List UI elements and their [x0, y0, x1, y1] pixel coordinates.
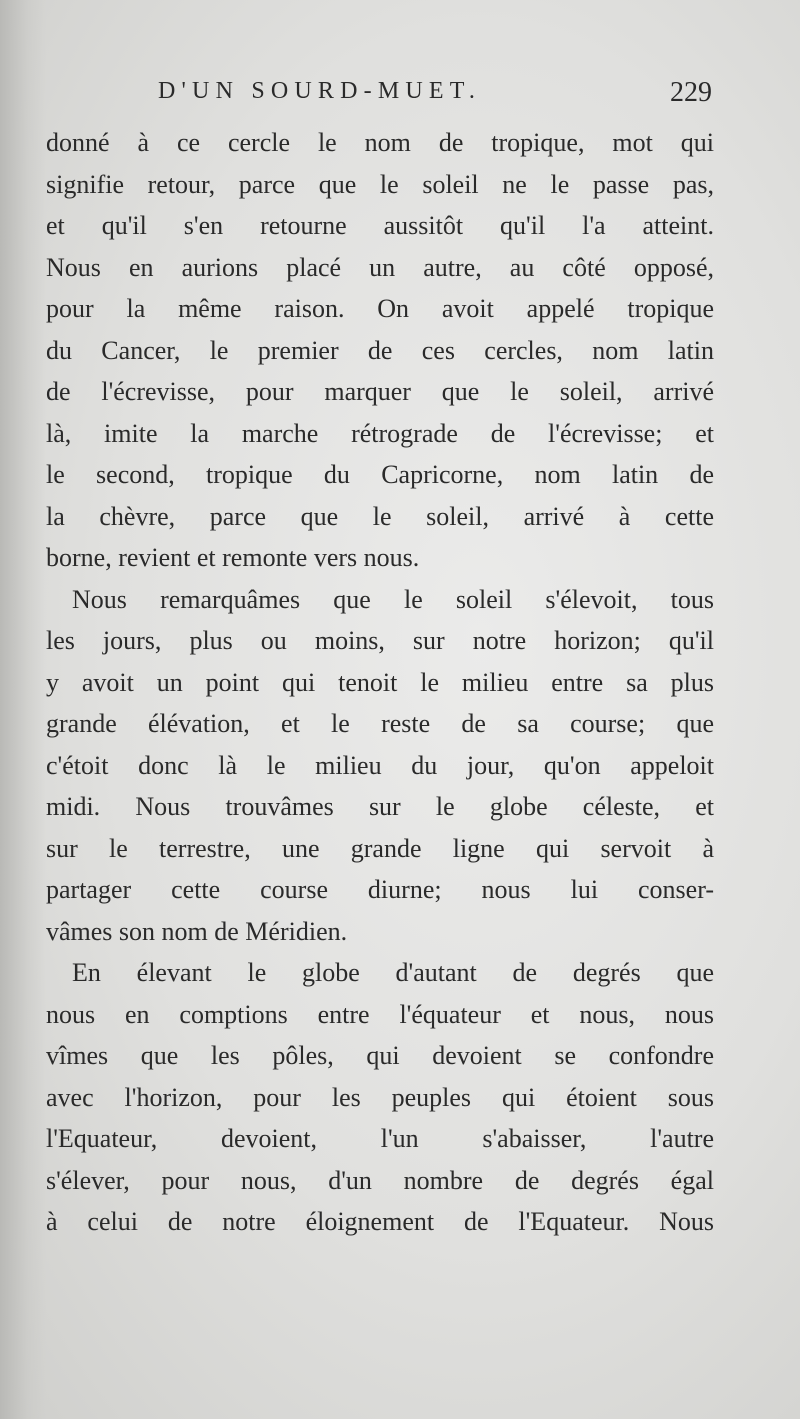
text-line: grande élévation, et le reste de sa course; que: [46, 709, 714, 738]
text-line: partager cette course diurne; nous lui conser-: [46, 875, 714, 904]
text-line: pour la même raison. On avoit appelé tropique: [46, 294, 714, 323]
text-line: l'Equateur, devoient, l'un s'abaisser, l'autre: [46, 1124, 714, 1153]
text-line: le second, tropique du Capricorne, nom latin de: [46, 460, 714, 489]
page-header: [158, 78, 718, 118]
running-title: D'UN SOURD-MUET.: [158, 78, 482, 104]
text-line: borne, revient et remonte vers nous.: [46, 543, 420, 572]
text-line: avec l'horizon, pour les peuples qui étoient sous: [46, 1082, 714, 1112]
text-line: les jours, plus ou moins, sur notre horizon; qu'il: [46, 626, 714, 655]
text-line: vîmes que les pôles, qui devoient se confondre: [46, 1041, 714, 1070]
text-line: s'élever, pour nous, d'un nombre de degrés égal: [46, 1165, 714, 1195]
text-line: là, imite la marche rétrograde de l'écrevisse; et: [46, 418, 714, 448]
text-line: nous en comptions entre l'équateur et nous, nous: [46, 999, 714, 1029]
text-line: y avoit un point qui tenoit le milieu entre sa plus: [46, 667, 714, 697]
text-line: Nous en aurions placé un autre, au côté opposé,: [46, 252, 714, 282]
page-number: 229: [670, 77, 712, 108]
text-line: midi. Nous trouvâmes sur le globe céleste, et: [46, 792, 714, 821]
text-line: vâmes son nom de Méridien.: [46, 916, 348, 946]
text-line: donné à ce cercle le nom de tropique, mot qui: [46, 128, 714, 157]
text-line: c'étoit donc là le milieu du jour, qu'on appeloit: [46, 750, 714, 780]
text-line: la chèvre, parce que le soleil, arrivé à cette: [46, 501, 714, 531]
text-line: et qu'il s'en retourne aussitôt qu'il l'a atteint.: [46, 211, 714, 240]
text-line: sur le terrestre, une grande ligne qui servoit à: [46, 833, 714, 863]
text-line: signifie retour, parce que le soleil ne le passe pas,: [46, 169, 714, 199]
page-gutter-shadow: [0, 0, 46, 1419]
text-line: Nous remarquâmes que le soleil s'élevoit, tous: [72, 584, 714, 614]
text-line: du Cancer, le premier de ces cercles, nom latin: [46, 335, 714, 365]
text-line: de l'écrevisse, pour marquer que le soleil, arrivé: [46, 377, 714, 406]
body-text: [46, 122, 714, 1243]
text-line: En élevant le globe d'autant de degrés que: [72, 958, 714, 987]
text-line: à celui de notre éloignement de l'Equateur. Nous: [46, 1207, 714, 1236]
